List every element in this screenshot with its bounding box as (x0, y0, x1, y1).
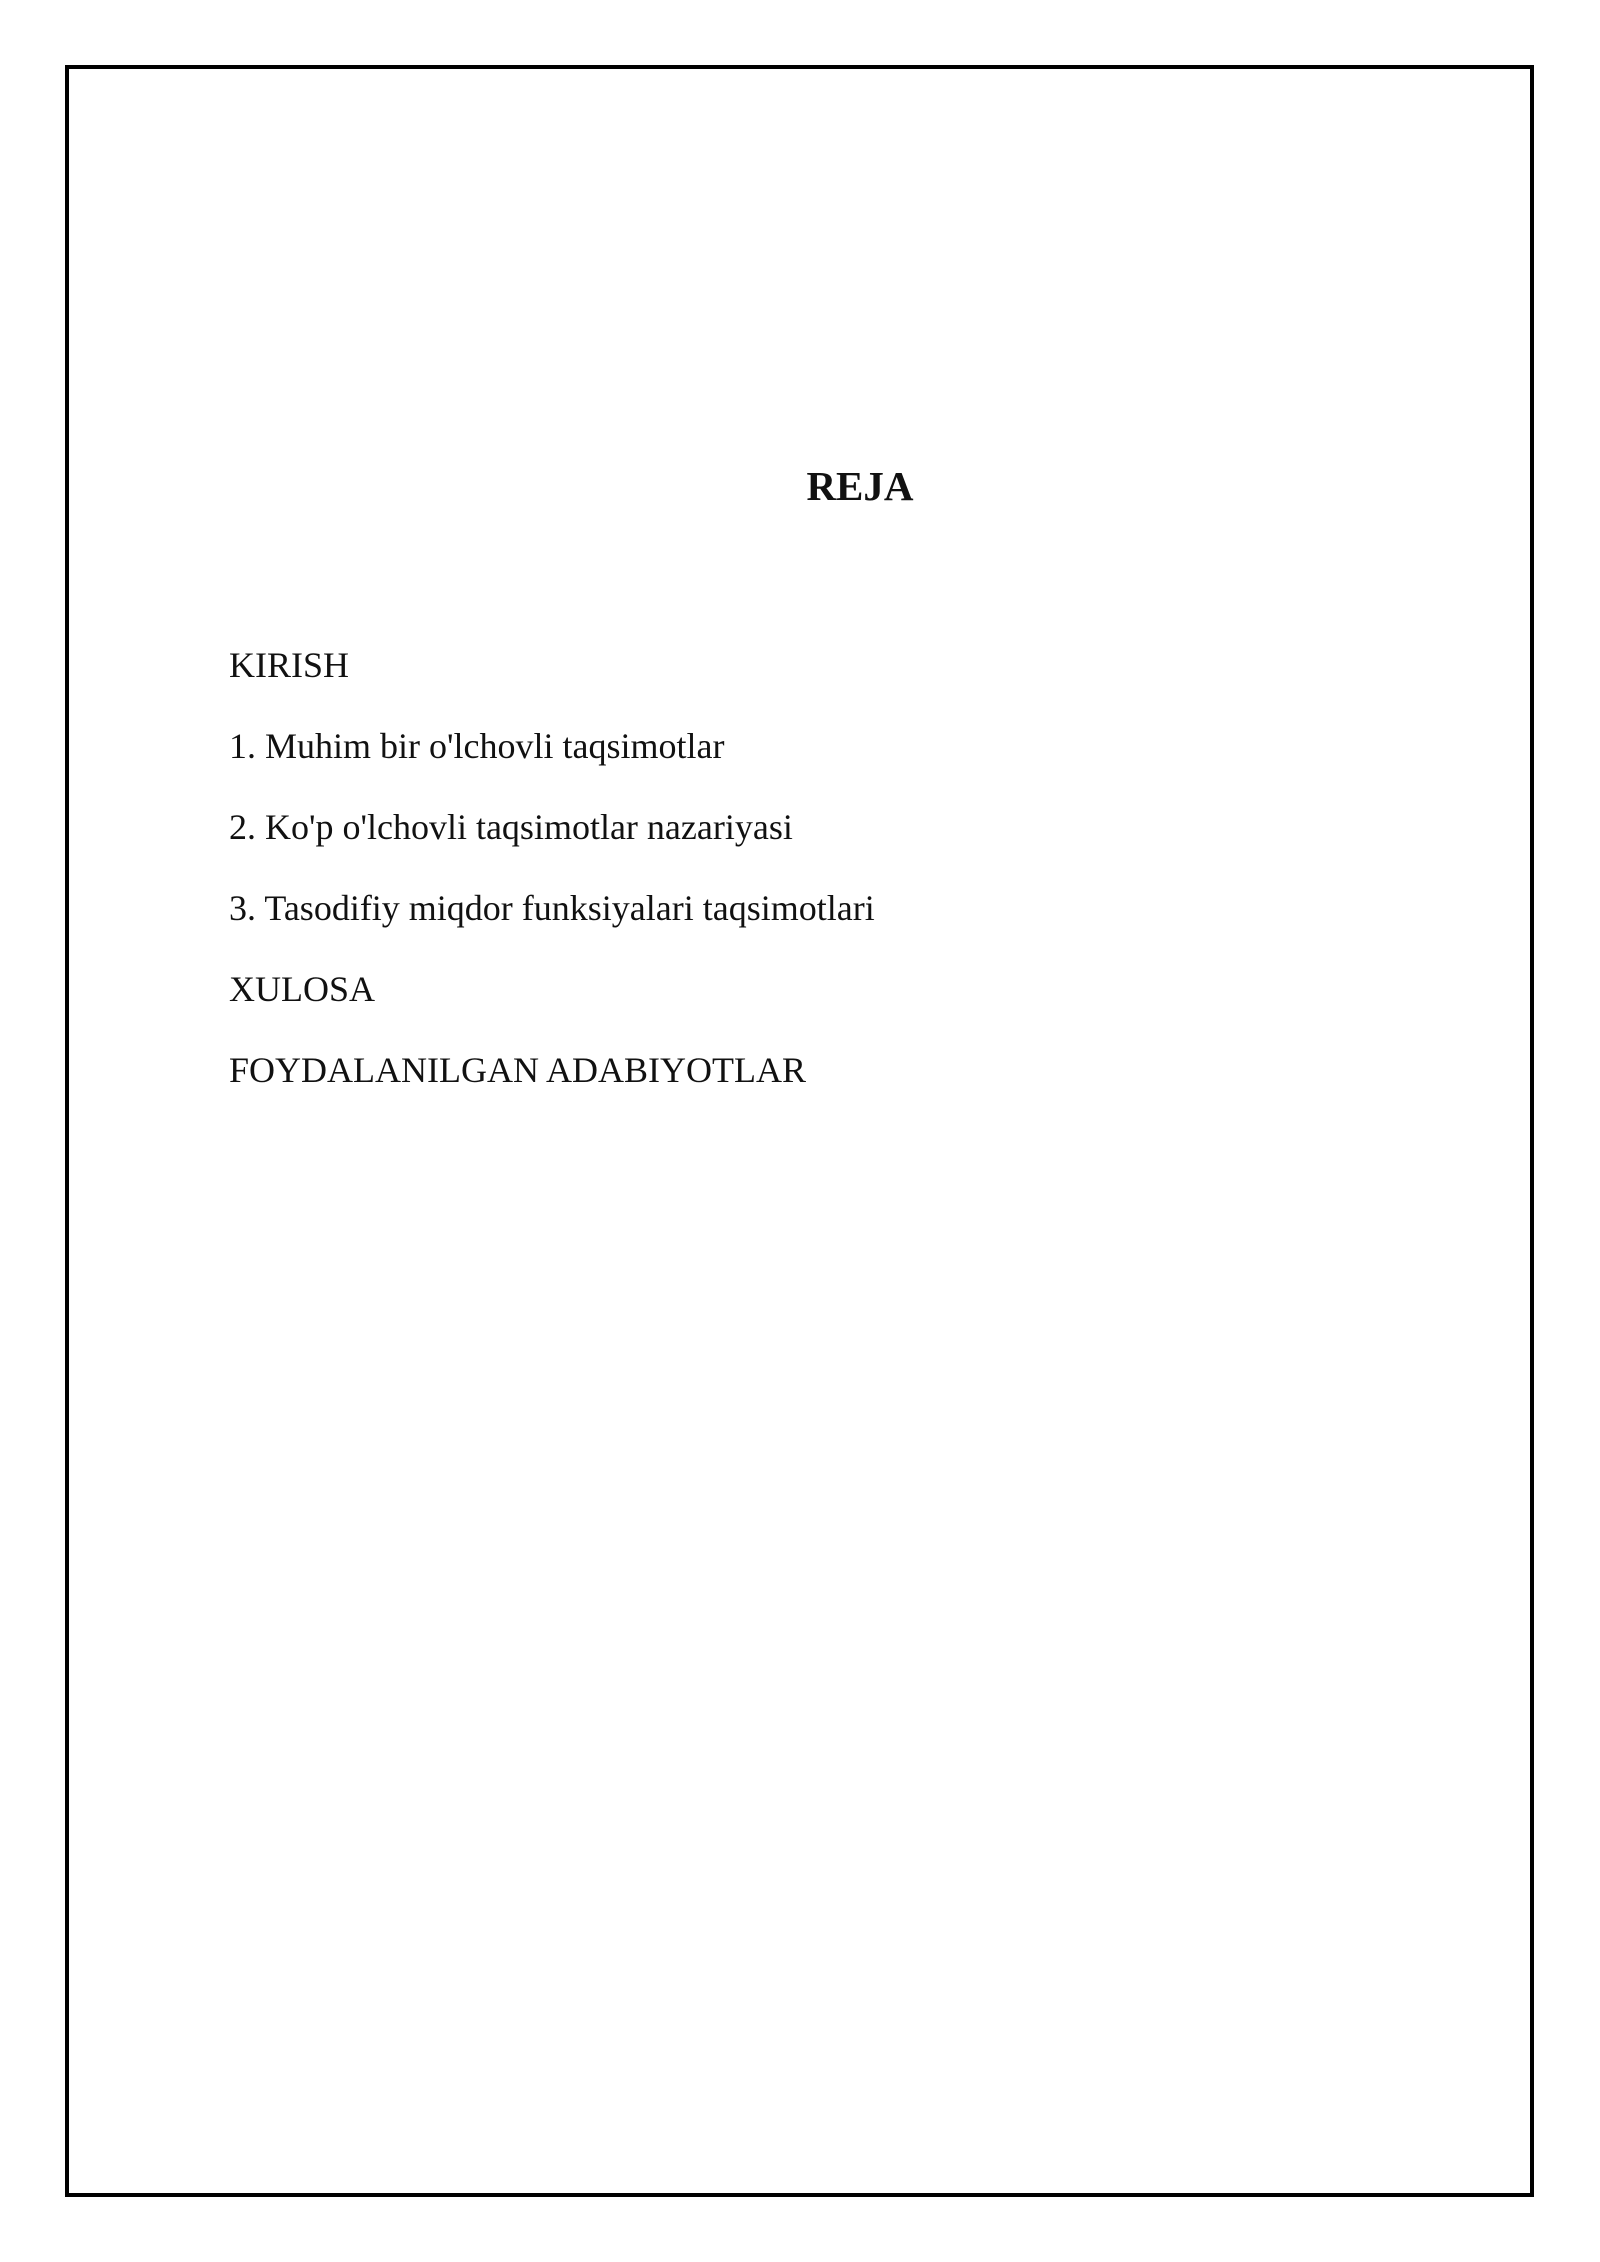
plan-item-conclusion: XULOSA (229, 969, 376, 1009)
page-title: REJA (806, 463, 914, 509)
plan-item-1: 1. Muhim bir o'lchovli taqsimotlar (229, 726, 725, 766)
plan-item-introduction: KIRISH (229, 645, 350, 685)
page-border (65, 65, 1534, 2197)
plan-item-references: FOYDALANILGAN ADABIYOTLAR (229, 1050, 806, 1090)
plan-item-2: 2. Ko'p o'lchovli taqsimotlar nazariyasi (229, 807, 793, 847)
plan-list (229, 640, 875, 1126)
plan-item-3: 3. Tasodifiy miqdor funksiyalari taqsimotlari (229, 888, 875, 928)
